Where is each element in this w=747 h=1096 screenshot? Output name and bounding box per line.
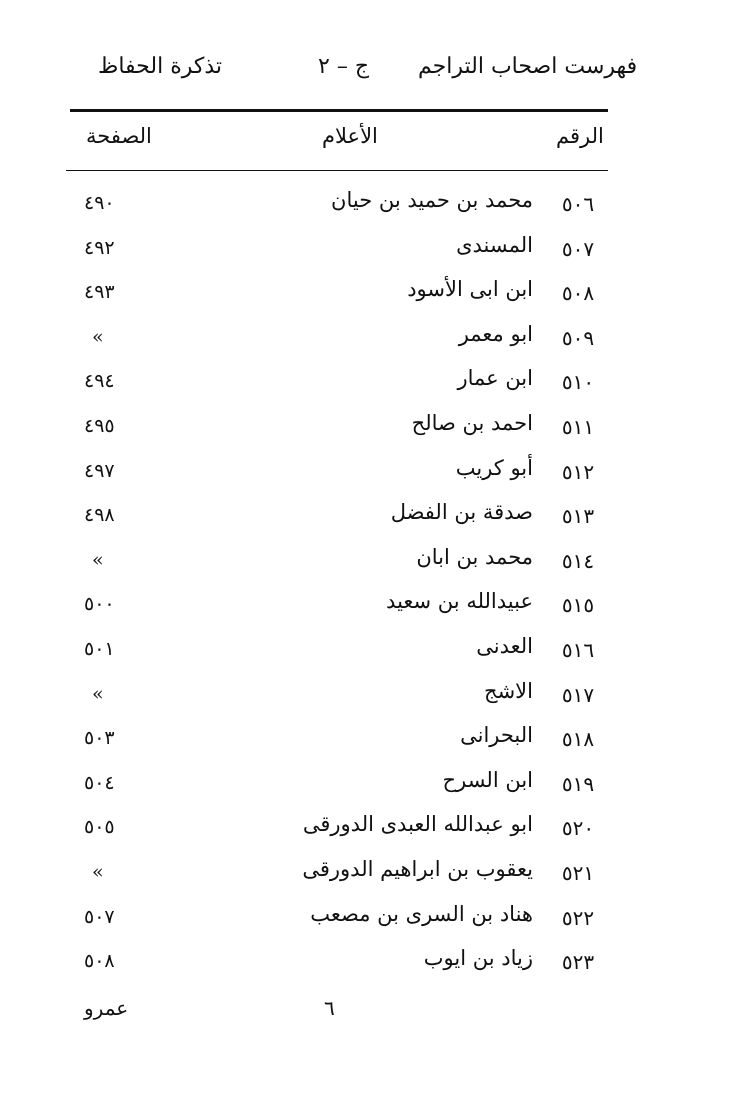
catchword: عمرو [84, 996, 129, 1020]
entry-name: يعقوب بن ابراهيم الدورقى [302, 856, 533, 881]
entry-name: ابن السرح [442, 767, 533, 792]
entry-page: ٤٩٤ [84, 370, 115, 393]
index-row [0, 411, 747, 456]
entry-number: ٥١٠ [561, 370, 595, 395]
entry-page-ditto: » [92, 682, 104, 705]
entry-page: ٤٩٨ [84, 504, 115, 527]
index-row [0, 589, 747, 634]
entry-number: ٥١١ [561, 414, 595, 439]
entry-number: ٥٠٦ [561, 192, 595, 216]
entry-number: ٥٠٨ [561, 281, 595, 306]
entry-number: ٥١٨ [561, 727, 595, 752]
entry-name: ابو عبدالله العبدى الدورقى [302, 812, 533, 837]
entry-number: ٥٢١ [561, 860, 595, 885]
running-title-book: تذكرة الحفاظ [98, 54, 222, 79]
entry-name: صدقة بن الفضل [390, 500, 533, 525]
entry-name: ابن عمار [457, 366, 533, 391]
entry-number: ٥٢٢ [561, 905, 595, 930]
entry-number: ٥٢٠ [561, 816, 595, 841]
index-row [0, 322, 747, 367]
column-header-names: الأعلام [322, 124, 378, 148]
entry-number: ٥١٥ [561, 593, 595, 618]
entry-number: ٥١٤ [561, 548, 595, 573]
column-header-rule [66, 170, 608, 171]
index-row [0, 366, 747, 411]
entry-page: ٤٩٣ [84, 281, 115, 304]
entry-page: ٥٠٠ [84, 593, 115, 616]
entry-name: عبيدالله بن سعيد [386, 589, 533, 614]
entry-number: ٥١٢ [561, 459, 595, 484]
column-header-number: الرقم [556, 124, 604, 148]
entry-page-ditto: » [92, 325, 104, 348]
running-title-volume: ج – ٢ [318, 54, 370, 79]
running-title-index: فهرست اصحاب التراجم [418, 54, 638, 79]
entry-page: ٤٩٧ [84, 459, 115, 482]
entry-number: ٥٠٩ [561, 325, 595, 350]
entry-name: محمد بن حميد بن حيان [331, 188, 533, 212]
entry-name: محمد بن ابان [416, 544, 533, 569]
entry-page: ٥٠٧ [84, 905, 115, 928]
entry-page: ٤٩٢ [84, 236, 115, 259]
entry-page: ٤٩٥ [84, 414, 115, 437]
entry-number: ٥٢٣ [561, 950, 595, 975]
index-entries [0, 188, 747, 991]
entry-page: ٥٠٤ [84, 771, 115, 794]
column-header-page: الصفحة [86, 124, 152, 148]
index-row [0, 456, 747, 501]
index-row [0, 634, 747, 679]
entry-page-ditto: » [92, 860, 104, 883]
header-rule [70, 109, 608, 112]
entry-name: ابن ابى الأسود [407, 277, 533, 302]
index-row [0, 233, 747, 278]
entry-name: زياد بن ايوب [423, 946, 533, 971]
index-row [0, 277, 747, 322]
entry-number: ٥١٩ [561, 771, 595, 796]
index-row [0, 946, 747, 991]
index-row [0, 768, 747, 813]
entry-name: البحرانى [460, 723, 533, 748]
page-number: ٦ [324, 996, 335, 1020]
index-row [0, 679, 747, 724]
entry-number: ٥١٦ [561, 637, 595, 662]
index-row [0, 723, 747, 768]
entry-name: أبو كريب [455, 455, 533, 480]
entry-page: ٥٠١ [84, 637, 115, 660]
entry-page: ٥٠٨ [84, 950, 115, 973]
index-row [0, 545, 747, 590]
entry-page: ٥٠٣ [84, 727, 115, 750]
index-row [0, 812, 747, 857]
entry-name: المسندى [456, 232, 533, 257]
entry-page-ditto: » [92, 548, 104, 571]
entry-page: ٤٩٠ [84, 192, 115, 214]
index-row [0, 857, 747, 902]
entry-number: ٥٠٧ [561, 236, 595, 261]
index-row [0, 188, 747, 233]
entry-name: ابو معمر [458, 321, 533, 346]
index-row [0, 902, 747, 947]
entry-name: العدنى [476, 633, 533, 658]
entry-name: احمد بن صالح [411, 410, 533, 435]
entry-name: الاشج [484, 678, 533, 703]
entry-number: ٥١٣ [561, 504, 595, 529]
entry-page: ٥٠٥ [84, 816, 115, 839]
entry-number: ٥١٧ [561, 682, 595, 707]
index-row [0, 500, 747, 545]
entry-name: هناد بن السرى بن مصعب [310, 901, 533, 926]
